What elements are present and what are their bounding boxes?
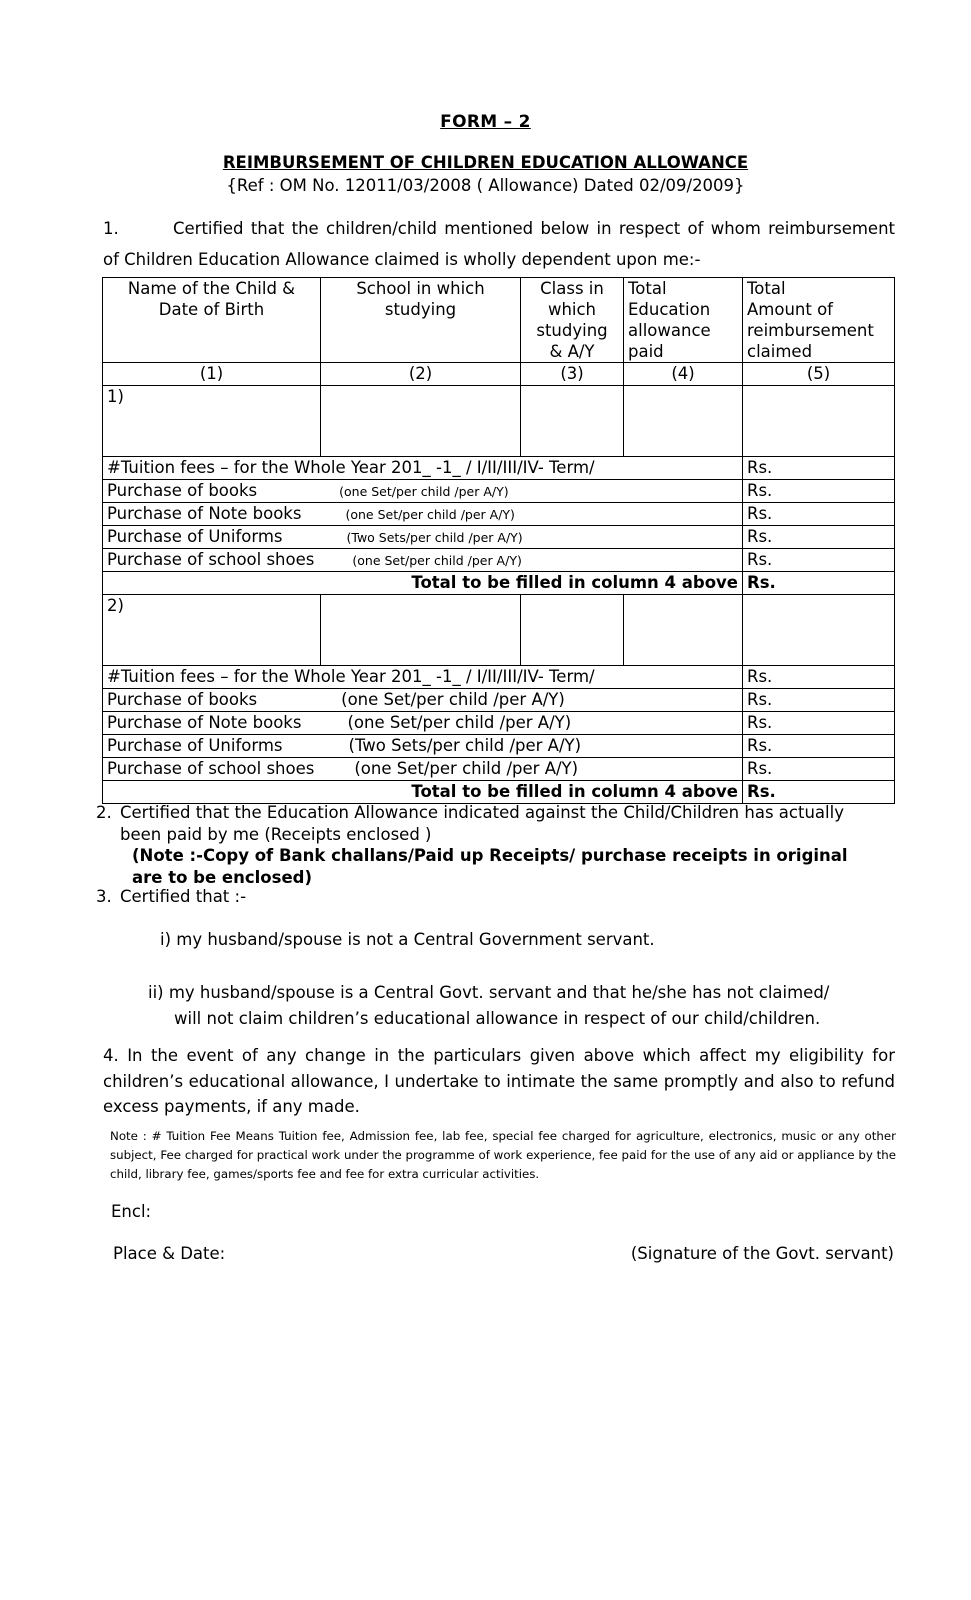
item-note: (one Set/per child /per A/Y) — [339, 484, 509, 499]
child-1-school-cell[interactable] — [321, 386, 521, 457]
clause-3-number: 3. — [96, 887, 112, 906]
child-1-tuition-fee-row[interactable] — [103, 457, 895, 480]
header-line: School in which — [356, 279, 485, 298]
column-number-3: (3) — [521, 363, 624, 386]
item-note: (one Set/per child /per A/Y) — [352, 553, 522, 568]
column-number-2: (2) — [321, 363, 521, 386]
clause-3-sub-i: i) my husband/spouse is not a Central Government servant. — [160, 930, 655, 949]
form-number-heading — [0, 112, 971, 132]
clause-3-sub-ii-line2: will not claim children’s educational allowance in respect of our child/children. — [174, 1009, 821, 1028]
child-1-item-note-books — [103, 503, 743, 526]
header-cell-allowance-paid — [624, 278, 743, 363]
child-1-item-row[interactable] — [103, 480, 895, 503]
document-reference: {Ref : OM No. 12011/03/2008 ( Allowance) Dated 02/09/2009} — [226, 176, 745, 195]
item-note: (one Set/per child /per A/Y) — [341, 690, 565, 709]
child-2-total-amount[interactable]: Rs. — [743, 781, 895, 804]
child-2-school-cell[interactable] — [321, 595, 521, 666]
clause-2-text-line1: Certified that the Education Allowance indicated against the Child/Children has actually — [120, 803, 844, 822]
place-and-date-label: Place & Date: — [113, 1244, 226, 1263]
column-number-4: (4) — [624, 363, 743, 386]
child-2-item-row[interactable] — [103, 758, 895, 781]
child-2-name-dob-cell[interactable]: 2) — [103, 595, 321, 666]
child-2-item-note-books — [103, 712, 743, 735]
child-2-item-row[interactable] — [103, 712, 895, 735]
header-line: Amount of — [747, 300, 833, 319]
child-2-allowance-paid-cell[interactable] — [624, 595, 743, 666]
tuition-fee-definition-note: Note : # Tuition Fee Means Tuition fee, Admission fee, lab fee, special fee charged for agriculture, electronics, music or any other subject, Fee charged for practical work under the programme of work experience, fee paid for the use of any aid or appliance by the child, library fee, games/sports fee and fee for extra curricular activities. — [110, 1129, 896, 1181]
child-2-class-cell[interactable] — [521, 595, 624, 666]
child-2-reimbursement-cell[interactable] — [743, 595, 895, 666]
child-2-tuition-fee-label: #Tuition fees – for the Whole Year 201_ -1_ / I/II/III/IV- Term/ — [103, 666, 743, 689]
child-1-item-row[interactable] — [103, 526, 895, 549]
item-note: (one Set/per child /per A/Y) — [354, 759, 579, 778]
clause-1-text: Certified that the children/child mentioned below in respect of whom reimbursement of Children Education Allowance claimed is wholly dependent upon me:- — [103, 219, 895, 269]
item-note: (Two Sets/per child /per A/Y) — [346, 530, 523, 545]
children-education-table — [102, 277, 895, 804]
header-line: Name of the Child & — [127, 279, 296, 298]
item-label: Purchase of Note books — [107, 504, 302, 523]
column-number-1: (1) — [103, 363, 321, 386]
child-1-total-amount[interactable]: Rs. — [743, 572, 895, 595]
header-cell-class — [521, 278, 624, 363]
child-1-item-books-amount[interactable]: Rs. — [743, 480, 895, 503]
child-1-item-school-shoes — [103, 549, 743, 572]
child-1-item-row[interactable] — [103, 503, 895, 526]
header-cell-reimbursement-claimed — [743, 278, 895, 363]
child-2-tuition-fee-amount[interactable]: Rs. — [743, 666, 895, 689]
clause-1 — [103, 213, 895, 275]
clause-2-text-line2: been paid by me (Receipts enclosed ) — [120, 824, 432, 844]
header-line: claimed — [747, 342, 813, 361]
clause-2-number: 2. — [96, 803, 112, 822]
table-column-number-row — [103, 363, 895, 386]
clause-3-text: Certified that :- — [120, 887, 247, 906]
child-1-item-uniforms — [103, 526, 743, 549]
clause-3-sub-ii-line1: ii) my husband/spouse is a Central Govt. servant and that he/she has not claimed/ — [148, 983, 830, 1002]
item-label: Purchase of books — [107, 690, 258, 709]
child-1-name-dob-cell[interactable]: 1) — [103, 386, 321, 457]
item-note: (one Set/per child /per A/Y) — [345, 507, 515, 522]
child-2-item-note-books-amount[interactable]: Rs. — [743, 712, 895, 735]
signature-label: (Signature of the Govt. servant) — [630, 1244, 894, 1263]
child-2-total-label: Total to be filled in column 4 above — [103, 781, 743, 804]
item-label: Purchase of school shoes — [107, 759, 315, 778]
header-line: Total — [747, 279, 786, 298]
header-line: Class in — [540, 279, 604, 298]
child-2-item-school-shoes-amount[interactable]: Rs. — [743, 758, 895, 781]
child-1-total-label: Total to be filled in column 4 above — [103, 572, 743, 595]
clause-2 — [96, 802, 896, 889]
child-2-entry-row[interactable] — [103, 595, 895, 666]
header-line: paid — [628, 342, 664, 361]
header-line: studying — [384, 300, 457, 319]
child-1-total-row[interactable] — [103, 572, 895, 595]
child-1-tuition-fee-amount[interactable]: Rs. — [743, 457, 895, 480]
header-cell-name-dob — [103, 278, 321, 363]
header-line: studying — [536, 321, 608, 340]
clause-2-note-line1: (Note :-Copy of Bank challans/Paid up Receipts/ purchase receipts in original — [132, 846, 848, 865]
child-1-allowance-paid-cell[interactable] — [624, 386, 743, 457]
clause-3 — [96, 886, 896, 908]
child-2-item-uniforms — [103, 735, 743, 758]
child-1-item-row[interactable] — [103, 549, 895, 572]
document-title-text: REIMBURSEMENT OF CHILDREN EDUCATION ALLOWANCE — [222, 153, 749, 172]
child-2-tuition-fee-row[interactable] — [103, 666, 895, 689]
item-note: (Two Sets/per child /per A/Y) — [348, 736, 582, 755]
header-line: which — [547, 300, 597, 319]
child-1-item-books — [103, 480, 743, 503]
item-label: Purchase of books — [107, 481, 258, 500]
table-header-row — [103, 278, 895, 363]
header-line: allowance — [628, 321, 711, 340]
header-line: Education — [628, 300, 711, 319]
child-2-item-books-amount[interactable]: Rs. — [743, 689, 895, 712]
child-2-item-school-shoes — [103, 758, 743, 781]
clause-2-note-line2: are to be enclosed) — [132, 868, 312, 887]
child-2-item-uniforms-amount[interactable]: Rs. — [743, 735, 895, 758]
item-label: Purchase of Note books — [107, 713, 302, 732]
enclosure-label: Encl: — [111, 1202, 152, 1221]
clause-3-sub-ii — [148, 980, 896, 1032]
form-number-text: FORM – 2 — [440, 112, 531, 132]
column-number-5: (5) — [743, 363, 895, 386]
clause-1-number: 1. — [103, 219, 119, 238]
clause-2-first-line — [96, 802, 896, 824]
child-1-item-school-shoes-amount[interactable]: Rs. — [743, 549, 895, 572]
child-1-class-cell[interactable] — [521, 386, 624, 457]
item-label: Purchase of school shoes — [107, 550, 315, 569]
child-1-item-note-books-amount[interactable]: Rs. — [743, 503, 895, 526]
header-cell-school — [321, 278, 521, 363]
child-1-entry-row[interactable] — [103, 386, 895, 457]
child-2-item-books — [103, 689, 743, 712]
header-line: Total — [628, 279, 667, 298]
item-note: (one Set/per child /per A/Y) — [347, 713, 572, 732]
child-2-item-row[interactable] — [103, 689, 895, 712]
item-label: Purchase of Uniforms — [107, 736, 283, 755]
child-1-item-uniforms-amount[interactable]: Rs. — [743, 526, 895, 549]
child-1-tuition-fee-label: #Tuition fees – for the Whole Year 201_ -1_ / I/II/III/IV- Term/ — [103, 457, 743, 480]
header-line: & A/Y — [549, 342, 595, 361]
child-1-reimbursement-cell[interactable] — [743, 386, 895, 457]
header-line: Date of Birth — [158, 300, 265, 319]
clause-4: 4. In the event of any change in the particulars given above which affect my eligibility for children’s educational allowance, I undertake to intimate the same promptly and also to refund excess payments, if any made. — [103, 1046, 895, 1116]
child-2-total-row[interactable] — [103, 781, 895, 804]
document-title — [0, 153, 971, 172]
header-line: reimbursement — [747, 321, 874, 340]
child-2-item-row[interactable] — [103, 735, 895, 758]
item-label: Purchase of Uniforms — [107, 527, 283, 546]
